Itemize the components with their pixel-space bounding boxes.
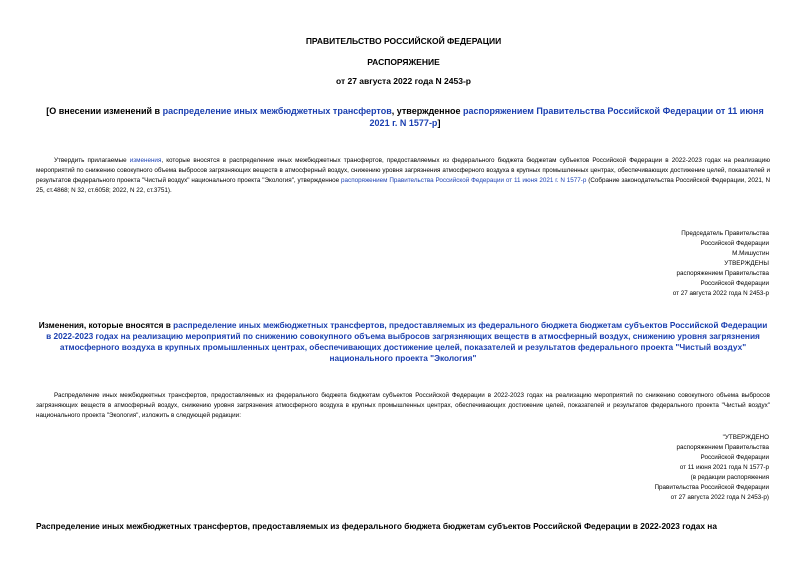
- signature-line: распоряжением Правительства: [676, 270, 769, 277]
- signature-line: Российской Федерации: [700, 240, 769, 247]
- government-title: ПРАВИТЕЛЬСТВО РОССИЙСКОЙ ФЕДЕРАЦИИ: [305, 36, 502, 46]
- signature-line: от 27 августа 2022 года N 2453-р: [672, 290, 769, 297]
- intro-text-3: (Собрание законодательства Российской Федерации, 2021, N 25, ст.4868; N 32, ст.6058; 2022, N 22, ст.3751).: [36, 177, 770, 194]
- doc-type: РАСПОРЯЖЕНИЕ: [367, 57, 440, 67]
- signature-line: УТВЕРЖДЕНЫ: [724, 260, 769, 267]
- approved-line: "УТВЕРЖДЕНО: [722, 434, 769, 441]
- distribution-heading: Распределение иных межбюджетных трансфертов, предоставляемых из федерального бюджета бюджетам субъектов Российской Федерации в 2022-2023 годах на: [36, 521, 717, 531]
- link-distribution[interactable]: распределение иных межбюджетных трансфертов: [162, 106, 392, 116]
- approved-line: от 27 августа 2022 года N 2453-р): [670, 494, 769, 501]
- doc-date-number: от 27 августа 2022 года N 2453-р: [335, 76, 471, 86]
- link-changes[interactable]: изменения: [129, 157, 162, 164]
- changes-heading-text: Изменения, которые вносятся в: [38, 320, 174, 330]
- link-distribution-heading[interactable]: распределение иных межбюджетных трансфертов, предоставляемых из федерального бюджета бюджетам субъектов Российской Федерации в 2022-2023 годах на реализацию мероприятий по снижению совокупного объема выбросов загрязняющих веществ в атмосферный воздух, снижению уровня загрязнения атмосферного воздуха в крупных промышленных центрах, обеспечивающих достижение целей, показателей и результатов федерального проекта "Чистый воздух" национального проекта "Экология": [46, 320, 768, 363]
- subtitle-text-open: [О внесении изменений в: [46, 106, 163, 116]
- intro-paragraph: [36, 156, 770, 196]
- intro-text-2: , которые вносятся в распределение иных межбюджетных трансфертов, предоставляемых из федерального бюджета бюджетам субъектов Российской Федерации в 2022-2023 годах на реализацию мероприятий по снижению совокупного объема выбросов загрязняющих веществ в атмосферный воздух, снижению уровня загрязнения атмосферного воздуха в крупных промышленных центрах, обеспечивающих достижение целей, показателей и результатов федерального проекта "Чистый воздух" национального проекта "Экология", утвержденное: [36, 157, 770, 184]
- document-subtitle: [36, 105, 774, 129]
- link-order-1577[interactable]: распоряжением Правительства Российской Федерации от 11 июня 2021 г. N 1577-р: [369, 106, 764, 128]
- subtitle-text-mid: , утвержденное: [391, 106, 464, 116]
- approved-line: распоряжением Правительства: [676, 444, 769, 451]
- link-order-1577-intro[interactable]: распоряжением Правительства Российской Федерации от 11 июня 2021 г. N 1577-р: [341, 177, 587, 184]
- signature-block: [549, 229, 769, 299]
- approved-line: от 11 июня 2021 года N 1577-р: [679, 464, 769, 471]
- signature-line: М.Мишустин: [732, 250, 769, 257]
- approved-block: [549, 433, 769, 503]
- approved-line: Российской Федерации: [700, 454, 769, 461]
- signature-line: Председатель Правительства: [681, 230, 769, 237]
- signature-line: Российской Федерации: [700, 280, 769, 287]
- approved-line: Правительства Российской Федерации: [654, 484, 769, 491]
- approved-line: (в редакции распоряжения: [690, 474, 769, 481]
- intro-text-1: Утвердить прилагаемые: [54, 157, 130, 164]
- subtitle-text-close: ]: [437, 118, 441, 128]
- changes-paragraph: Распределение иных межбюджетных трансфертов, предоставляемых из федерального бюджета бюджетам субъектов Российской Федерации в 2022-2023 годах на реализацию мероприятий по снижению совокупного объема выбросов загрязняющих веществ в атмосферный воздух, снижению уровня загрязнения атмосферного воздуха в крупных промышленных центрах, обеспечивающих достижение целей, показателей и результатов федерального проекта "Чистый воздух" национального проекта "Экология", изложить в следующей редакции:: [36, 392, 770, 419]
- changes-heading: [36, 320, 770, 364]
